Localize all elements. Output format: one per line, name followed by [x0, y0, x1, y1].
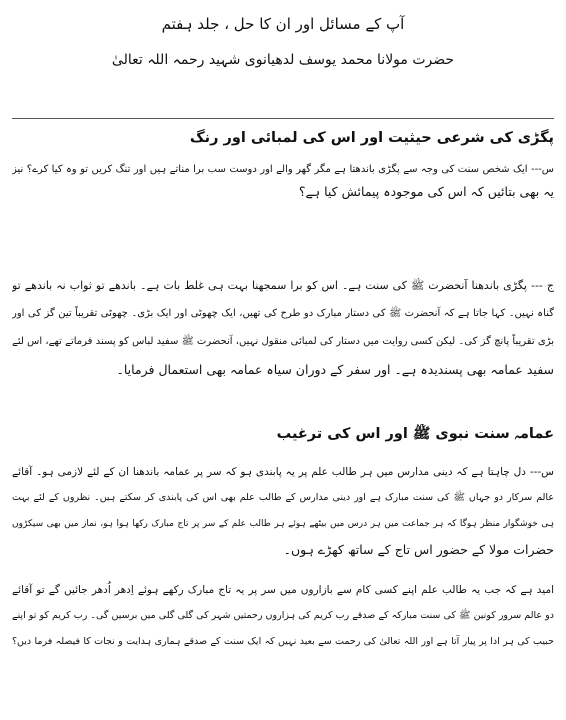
- section1-question-line: س--- ایک شخص سنت کی وجہ سے پگڑی باندھتا ہے مگر گھر والے اور دوست سب برا مناتے ہیں اور تنگ کریں تو وہ کیا کرے؟ نیز: [12, 164, 554, 175]
- section2-question-line: امید ہے کہ جب یہ طالب علم اپنے کسی کام سے بازاروں میں سر پر یہ تاج مبارک رکھے ہوئے اِدھر اُدھر جائیں گے تو آقائے: [12, 584, 554, 596]
- section2-question-line: س--- دل چاہتا ہے کہ دینی مدارس میں ہر طالب علم پر یہ پابندی ہو کہ سر پر عمامہ باندھنا ان کے لئے لازمی ہو۔ آقائے: [12, 466, 554, 478]
- section2-question-line: دو عالم سرور کونین ﷺ کی سنت مبارکہ کے صدقے رب کریم کی ہزاروں رحمتیں شہر کی گلی گلی میں برسیں گی۔ رب کریم کو تو اپنے: [12, 610, 554, 621]
- section2-question-line: ہی خوشگوار منظر ہوگا کہ ہر جماعت میں ہر درس میں بیٹھے ہوئے ہر طالب علم کے سر پر تاج مبارک رکھا ہوا ہو، نماز میں بھی سیکڑوں: [12, 519, 554, 529]
- author-name: حضرت مولانا محمد یوسف لدھیانوی شہید رحمہ اللہ تعالیٰ: [111, 52, 455, 68]
- section1-question-line: یہ بھی بتائیں کہ اس کی موجودہ پیمائش کیا ہے؟: [298, 184, 554, 199]
- section2-question-line: حضرات مولا کے حضور اس تاج کے ساتھ کھڑے ہوں۔: [283, 542, 554, 557]
- book-title: آپ کے مسائل اور ان کا حل ، جلد ہفتم: [161, 15, 405, 33]
- section2-question-line: عالم سرکار دو جہاں ﷺ کی سنت مبارک ہے اور دینی مدارس کے طالب علم بھی اس کی پابندی کر سکتے ہیں۔ نظروں کے لئے بہت: [12, 492, 554, 503]
- section1-answer-line: سفید عمامہ بھی پسندیدہ ہے۔ اور سفر کے دوران سیاہ عمامہ بھی استعمال فرمایا۔: [116, 362, 554, 377]
- section1-answer-line: ج --- پگڑی باندھنا آنحضرت ﷺ کی سنت ہے۔ اس کو برا سمجھنا بہت ہی غلط بات ہے۔ باندھے تو ثواب نہ باندھے تو: [12, 279, 554, 292]
- section-divider: [12, 118, 554, 119]
- section1-answer-line: گناہ نہیں۔ کہا جاتا ہے کہ آنحضرت ﷺ کی دستار مبارک دو طرح کی تھیں، ایک چھوٹی اور ایک بڑی۔ چھوٹی تقریباً تین گز کی اور: [12, 308, 554, 319]
- section1-answer-line: بڑی تقریباً پانچ گز کی۔ لیکن کسی روایت میں دستار کی لمبائی منقول نہیں، آنحضرت ﷺ سفید لباس کو پسند فرماتے تھے، اس لئے: [12, 336, 554, 347]
- section2-heading: عمامہ سنت نبوی ﷺ اور اس کی ترغیب: [276, 426, 554, 442]
- section2-question-line: حبیب کی ہر ادا پر پیار آتا ہے اور اللہ تعالیٰ کی رحمت سے بعید نہیں کہ ایک سنت کے صدقے ہماری ہدایت و نجات کا فیصلہ فرما دیں؟: [12, 636, 554, 647]
- section1-heading: پگڑی کی شرعی حیثیت اور اس کی لمبائی اور رنگ: [189, 130, 554, 146]
